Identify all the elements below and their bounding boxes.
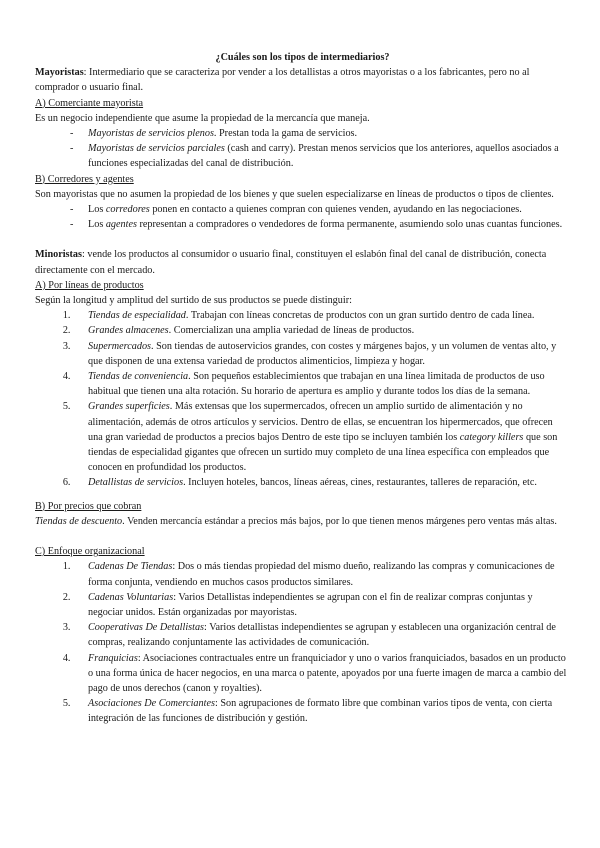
precios-heading: B) Por precios que cobran [35,500,142,512]
precios-description: . Venden mercancía estándar a precios más bajos, por lo que tienen menos márgenes pero ventas más altas. [122,515,557,527]
corredores-agentes-text: Son mayoristas que no asumen la propiedad de los bienes y que suelen especializarse en líneas de productos o tipos de clientes. [35,188,554,200]
comerciante-mayorista-heading: A) Comerciante mayorista [35,97,144,109]
precios-term: Tiendas de descuento [35,515,123,527]
list-item-term: Asociaciones De Comerciantes [88,698,215,710]
list-item-term: Detallistas de servicios [88,477,184,489]
list-item-text: . Comercializan una amplia variedad de líneas de productos. [168,325,415,337]
list-item-term: Tiendas de especialidad [88,310,186,322]
mayoristas-definition-text: : Intermediario que se caracteriza por vender a los detallistas a otros mayoristas o a los fabricantes, pero no al comprador o usuario final. [35,67,530,94]
enfoque-organizacional-list [35,559,570,726]
list-item-term: agentes [105,219,137,231]
list-item-term: Tiendas de conveniencia [88,371,189,383]
list-item-text: . Incluyen hoteles, bancos, líneas aéreas, cines, restaurantes, talleres de reparación, etc. [183,477,537,489]
comerciante-mayorista-text: Es un negocio independiente que asume la propiedad de la mercancía que maneja. [35,112,370,124]
list-item-term: Grandes superficies [88,401,170,413]
comerciante-mayorista-list [35,126,570,172]
document-title: ¿Cuáles son los tipos de intermediarios? [215,52,390,63]
list-item [73,696,570,726]
list-item-term: Mayoristas de servicios parciales [88,143,225,155]
list-item [73,369,570,399]
list-item [70,126,570,141]
list-item-term: Franquicias [88,652,138,664]
list-item-term: Supermercados [88,340,151,352]
list-item-text: : Asociaciones contractuales entre un franquiciador y uno o varios franquiciados, basados en un producto o una forma única de hacer negocios, en una marca o patente, apoyados por una fuerte imagen de marca a cambio del pago de unos derechos (canon y royalties). [88,652,567,694]
list-item [73,323,570,338]
list-item [73,620,570,650]
enfoque-organizacional-heading: C) Enfoque organizacional [35,546,145,558]
list-item-text: . Más extensas que los supermercados, ofrecen un amplio surtido de alimentación y no alimentación, además de otros artículos y servicios. Dentro de ellas, se encuentran los hipermercados, que ofrecen una gran variedad de productos a precios bajos Dentro de este tipo se incluyen también los [88,401,553,443]
list-item-text: . Trabajan con líneas concretas de productos con un gran surtido dentro de cada línea. [185,310,535,322]
list-item-term: Grandes almacenes [88,325,169,337]
list-item-term: corredores [105,204,150,216]
list-item-text: ponen en contacto a quienes compran con quienes venden, ayudando en las negociaciones. [149,204,522,216]
list-item [73,651,570,697]
list-item [73,475,570,490]
minoristas-definition-text: : vende los productos al consumidor o usuario final, constituyen el eslabón final del canal de distribución, conecta directamente con el mercado. [35,249,547,276]
list-item [73,308,570,323]
list-item-term: category killers [459,431,524,443]
list-item-term: Cooperativas De Detallistas [88,622,205,634]
list-item [73,339,570,369]
list-item-text: (cash and carry). Prestan menos servicios que los anteriores, aquellos asociados a funciones especializadas del canal de distribución. [88,143,559,170]
list-item [73,399,570,475]
list-item [70,141,570,171]
list-item [73,590,570,620]
list-item-term: Cadenas Voluntarias [88,591,174,603]
list-item-text: . Son pequeños establecimientos que trabajan en una línea limitada de productos de uso habitual que tienen una alta rotación. Su horario de apertura es amplio y durante todos los días de la semana. [88,371,545,398]
list-item-text: : Dos o más tiendas propiedad del mismo dueño, realizando las compras y comunicaciones de forma conjunta, vendiendo en muchos casos productos similares. [88,561,555,588]
list-item-term: Cadenas De Tiendas [88,561,173,573]
lineas-productos-text: Según la longitud y amplitud del surtido de sus productos se puede distinguir: [35,295,352,307]
corredores-agentes-heading: B) Corredores y agentes [35,173,134,185]
list-item-text: : Varios Detallistas independientes se agrupan con el fin de realizar compras conjuntas y negociar unidos. Están organizadas por mayoristas. [88,591,533,618]
list-item-text: representan a compradores o vendedores de forma permanente, asumiendo solo unas cuantas funciones. [136,219,563,231]
lineas-productos-heading: A) Por líneas de productos [35,279,144,291]
mayoristas-definition [35,65,570,95]
minoristas-definition [35,247,570,277]
list-item [73,559,570,589]
list-item-text: . Prestan toda la gama de servicios. [213,128,358,140]
list-item-prefix: Los [88,204,106,216]
list-item [70,202,570,217]
lineas-productos-list [35,308,570,490]
precios-text [35,514,570,529]
list-item-text: : Varios detallistas independientes se agrupan y establecen una organización central de compras, realizando conjuntamente las actividades de comunicación. [88,622,556,649]
list-item-term: Mayoristas de servicios plenos [88,128,214,140]
list-item-prefix: Los [88,219,106,231]
list-item-text: que son tiendas de especialidad gigantes que ofrecen un surtido muy completo de una línea específica con empleados que conocen en profundidad los productos. [88,431,558,474]
list-item [70,217,570,232]
mayoristas-term: Mayoristas [35,67,84,79]
corredores-agentes-list [35,202,570,232]
list-item-text: : Son agrupaciones de formato libre que combinan varios tipos de venta, con cierta integración de las funciones de distribución y gestión. [88,698,553,725]
list-item-text: . Son tiendas de autoservicios grandes, con costes y márgenes bajos, y un volumen de ventas alto, y que disponen de una extensa variedad de productos alimenticios, limpieza y hogar. [88,340,557,367]
minoristas-term: Minoristas [35,249,82,261]
